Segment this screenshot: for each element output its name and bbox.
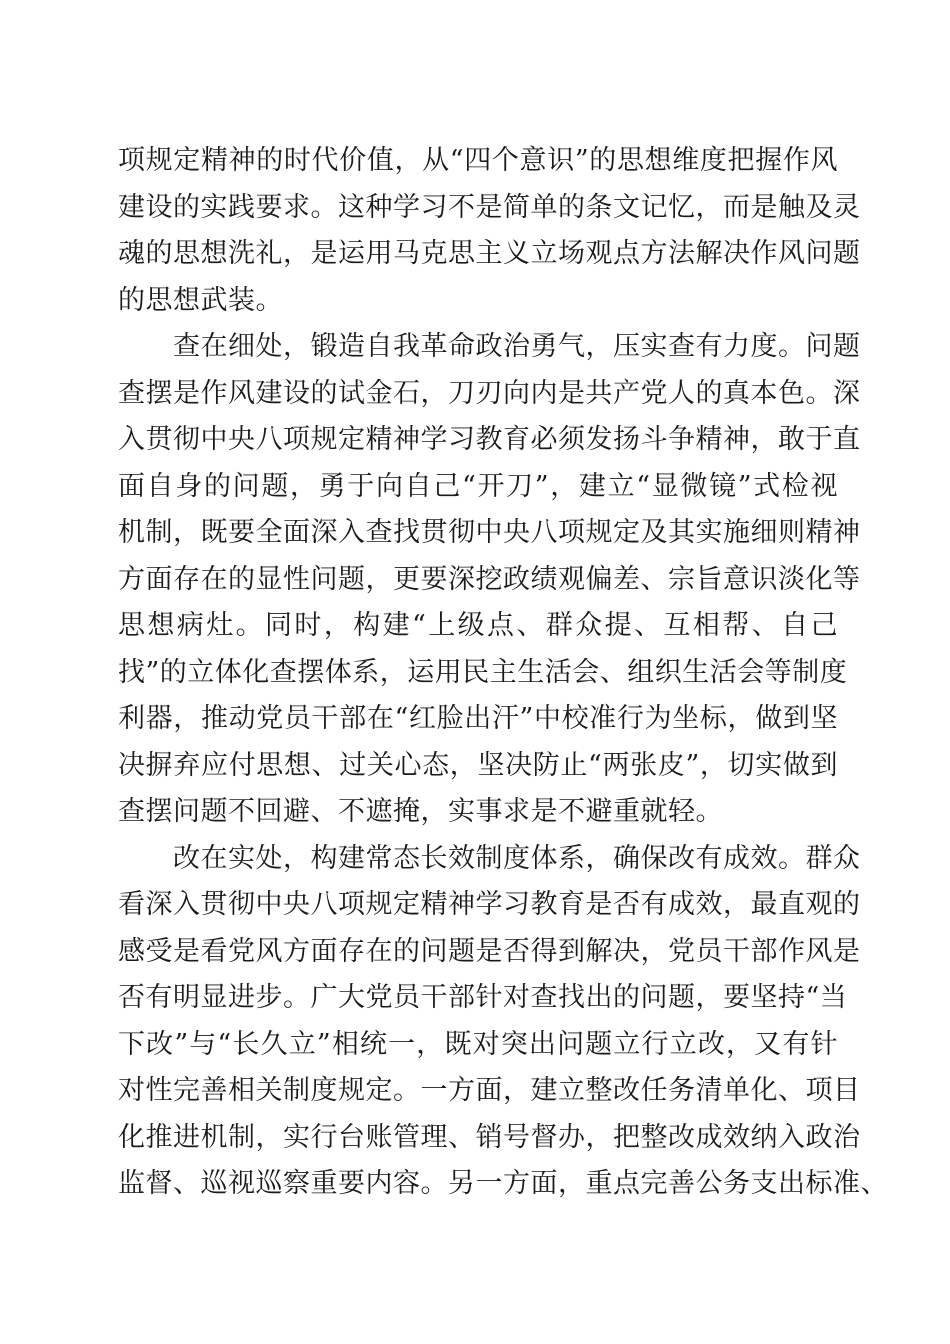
body-text [118, 138, 888, 1208]
text-line: 对性完善相关制度规定。一方面，建立整改任务清单化、项目 [118, 1075, 861, 1106]
paragraph-start-line: 改在实处，构建常态长效制度体系，确保改有成效。群众 [118, 842, 861, 874]
text-line: 否有明显进步。广大党员干部针对查找出的问题，要坚持“当 [118, 982, 848, 1013]
text-line: 找”的立体化查摆体系，运用民主生活会、组织生活会等制度 [118, 656, 848, 688]
text-line: 入贯彻中央八项规定精神学习教育必须发扬斗争精神，敢于直 [118, 424, 861, 455]
text-line: 化推进机制，实行台账管理、销号督办，把整改成效纳入政治 [118, 1121, 861, 1153]
text-line: 机制，既要全面深入查找贯彻中央八项规定及其实施细则精神 [118, 517, 861, 548]
paragraph-start-line: 查在细处，锻造自我革命政治勇气，压实查有力度。问题 [118, 331, 861, 362]
text-line: 查摆是作风建设的试金石，刀刃向内是共产党人的真本色。深 [118, 377, 861, 409]
text-line: 项规定精神的时代价值，从“四个意识”的思想维度把握作风 [118, 145, 838, 176]
text-line: 感受是看党风方面存在的问题是否得到解决，党员干部作风是 [118, 935, 861, 967]
text-line: 看深入贯彻中央八项规定精神学习教育是否有成效，最直观的 [118, 889, 861, 920]
text-line: 查摆问题不回避、不遮掩，实事求是不避重就轻。 [118, 796, 723, 827]
text-line: 下改”与“长久立”相统一，既对突出问题立行立改，又有针 [118, 1028, 838, 1060]
text-line: 决摒弃应付思想、过关心态，坚决防止“两张皮”，切实做到 [118, 749, 838, 781]
text-line: 方面存在的显性问题，更要深挖政绩观偏差、宗旨意识淡化等 [118, 563, 861, 595]
text-line: 利器，推动党员干部在“红脸出汗”中校准行为坐标，做到坚 [118, 703, 838, 734]
text-line: 建设的实践要求。这种学习不是简单的条文记忆，而是触及灵 [118, 191, 861, 223]
text-line: 思想病灶。同时，构建“上级点、群众提、互相帮、自己 [118, 610, 838, 641]
text-line: 魂的思想洗礼，是运用马克思主义立场观点方法解决作风问题 [118, 238, 861, 269]
text-line: 监督、巡视巡察重要内容。另一方面，重点完善公务支出标准、 [118, 1168, 888, 1199]
text-line: 的思想武装。 [118, 284, 283, 316]
text-line: 面自身的问题，勇于向自己“开刀”，建立“显微镜”式检视 [118, 470, 838, 502]
